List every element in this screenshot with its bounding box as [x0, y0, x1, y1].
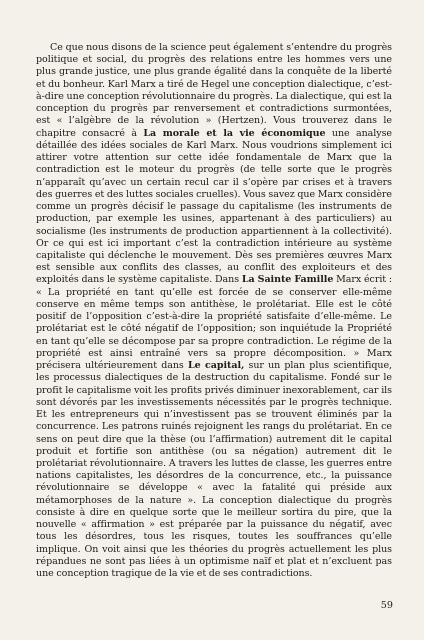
body-text [36, 42, 392, 580]
paragraph [36, 42, 392, 580]
text-run: Ce que nous disons de la science peut également s’entendre du progrès politique et social, du progrès des relations entre les hommes vers une plus grande justice, une plus grande égalité dans la conquête de la liberté et du bonheur. Karl Marx a tiré de Hegel une conception dialectique, c’est-à-dire une conception révolutionnaire du progrès. La dialectique, qui est la conception du progrès par renversement et contradictions surmontées, est « l’algèbre de la révolution » (Hertzen). Vous trouverez dans le chapitre consacré à [36, 42, 392, 139]
chapter-title-morale: La morale et la vie économique [143, 127, 326, 139]
book-title-sainte-famille: La Sainte Famille [241, 274, 334, 286]
text-run: sur un plan plus scientifique, les processus dialectiques de la destruction du capitalisme. Fondé sur le profit le capitalisme voit les profits privés diminuer inexorablement, car ils sont dévorés par les investissements nécessités par le progrès technique. Et les entrepreneurs qui n’investissent pas se trouvent éliminés par la concurrence. Les patrons ruinés rejoignent les rangs du prolétariat. En ce sens on peut dire que la thèse (ou l’affirmation) autrement dit le capital produit et fortifie son antithèse (ou sa négation) autrement dit le prolétariat révolutionnaire. A travers les luttes de classe, les guerres entre nations capitalistes, les désordres de la concurrence, etc., la puissance révolutionnaire se développe « avec la fatalité qui préside aux métamorphoses de la nature ». La conception dialectique du progrès consiste à dire en quelque sorte que le meilleur sortira du pire, que la nouvelle « affirmation » est préparée par la puissance du négatif, avec tous les désordres, tous les risques, toutes les souffrances qu’elle implique. On voit ainsi que les théories du progrès actuellement les plus répandues ne sont pas liées à un optimisme naïf et plat et n’excluent pas une conception tragique de la vie et de ses contradictions. [36, 360, 392, 580]
text-run: Marx écrit : « La propriété en tant qu’elle est forcée de se conserver elle-même conserve en même temps son antithèse, le prolétariat. Elle est le côté positif de l’opposition c’est-à-dire la propriété satisfaite d’elle-même. Le prolétariat est le côté négatif de l’opposition; son inquiétude la Propriété en tant qu’elle se décompose par sa propre contradiction. Le régime de la propriété est ainsi entraîné vers sa propre décomposition. » Marx précisera ultérieurement dans [36, 274, 393, 372]
book-title-capital: Le capital, [187, 360, 245, 372]
page-number: 59 [380, 600, 393, 611]
text-run: une analyse détaillée des idées sociales de Karl Marx. Nous voudrions simplement ici attirer votre attention sur cette idée fondamentale de Marx que la contradiction est le moteur du progrès (de telle sorte que le progrès n’apparaît qu’avec un certain recul car il s’opère par crises et à travers des guerres et des luttes sociales cruelles). Vous savez que Marx considère comme un progrès décisif le passage du capitalisme (les instruments de production, par exemple les usines, appartenant à des particuliers) au socialisme (les instruments de production appartiennent à la collectivité). Or ce qui est ici important c’est la contradiction intérieure au système capitaliste qui déclenche le mouvement. Dès ses premières œuvres Marx est sensible aux conflits des classes, au conflit des exploiteurs et des exploités dans le système capitaliste. Dans [36, 127, 392, 286]
